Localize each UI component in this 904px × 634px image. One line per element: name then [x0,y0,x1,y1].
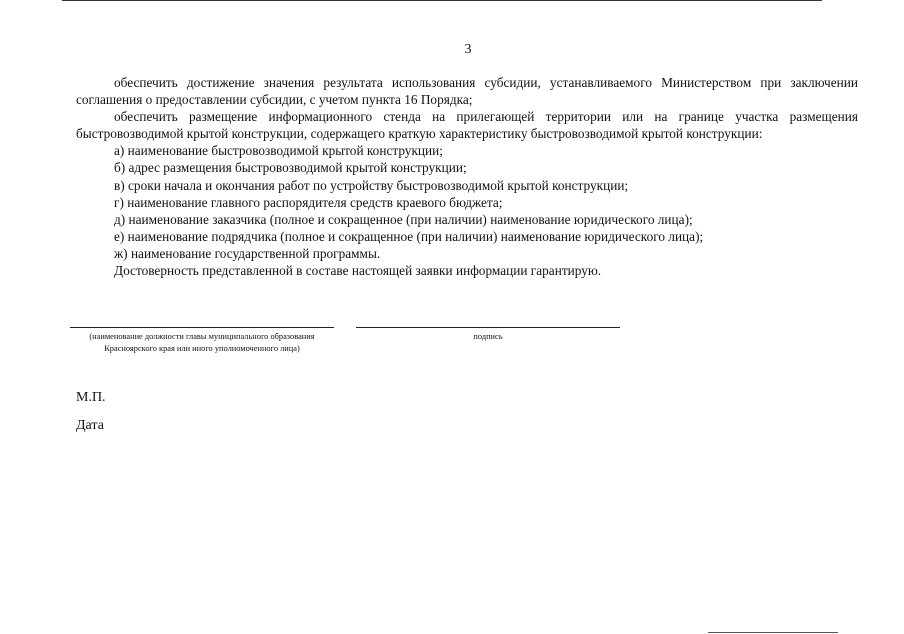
document-body [76,74,858,279]
page-number: 3 [464,42,472,57]
list-item: г) наименование главного распорядителя средств краевого бюджета; [114,194,503,210]
position-signature-line [70,327,334,328]
signature-line [356,327,620,328]
closing-statement: Достоверность представленной в составе настоящей заявки информации гарантирую. [114,263,602,279]
scan-edge-line [708,632,838,633]
list-item: ж) наименование государственной программы. [114,245,381,261]
list-item: д) наименование заказчика (полное и сокращенное (при наличии) наименование юридического лица); [114,211,693,227]
list-item: б) адрес размещения быстровозводимой крытой конструкции; [114,160,467,176]
list-item: е) наименование подрядчика (полное и сокращенное (при наличии) наименование юридического лица); [114,228,704,244]
list-item: в) сроки начала и окончания работ по устройству быстровозводимой крытой конструкции; [114,177,629,193]
list-item: а) наименование быстровозводимой крытой конструкции; [114,143,443,159]
stamp-label: М.П. [76,390,106,405]
paragraph-subsidy-result: обеспечить достижение значения результата использования субсидии, устанавливаемого Министерством при заключении соглашения о предоставлении субсидии, с учетом пункта 16 Порядка; [76,75,858,108]
signature-caption: подпись [473,332,503,341]
top-border-line [62,0,822,1]
position-caption: (наименование должности главы муниципального образования Красноярского края или иного уполномоченного лица) [89,332,315,353]
date-label: Дата [76,418,104,433]
paragraph-info-stand: обеспечить размещение информационного стенда на прилегающей территории или на границе участка размещения быстровозводимой крытой конструкции, содержащего краткую характеристику быстровозводимой крытой конструкции: [76,109,858,142]
